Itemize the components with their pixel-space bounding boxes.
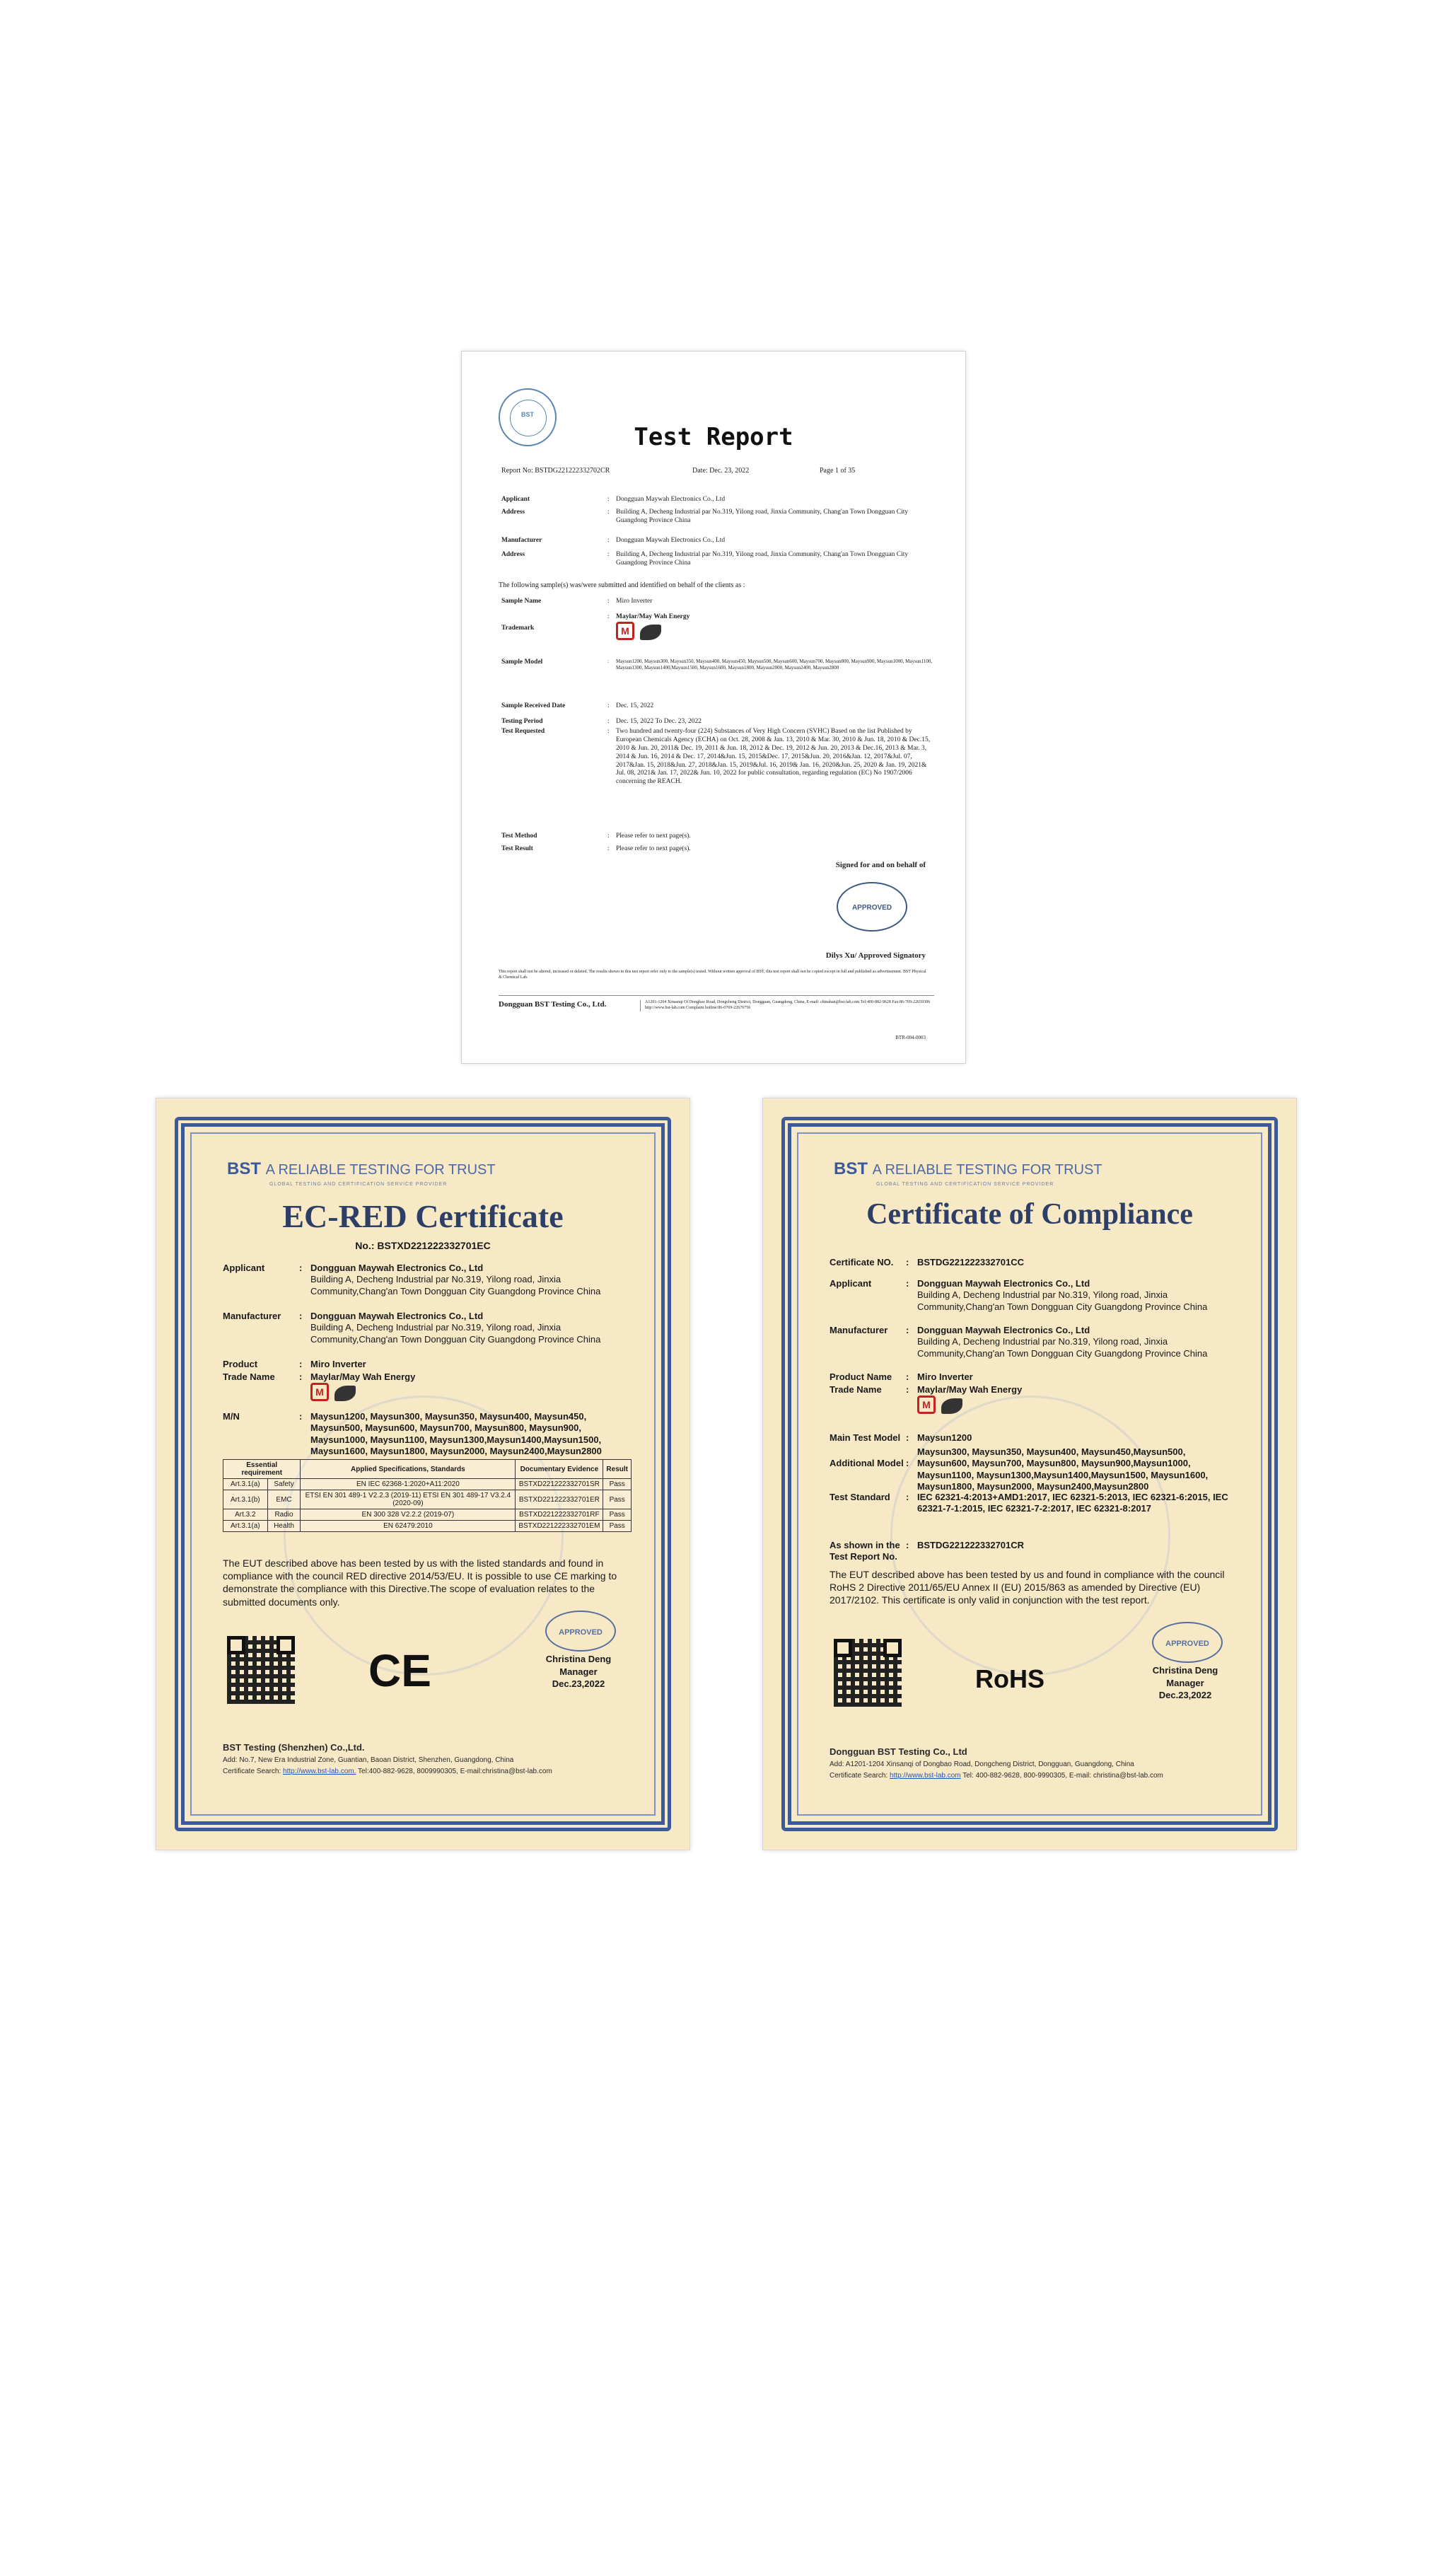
cert-trade-name: Trade Name : Maylar/May Wah Energy M — [830, 1384, 1240, 1414]
field-sample-name: Sample Name : Miro Inverter — [501, 598, 653, 605]
field-trademark: Trademark : Maylar/May Wah Energy M — [501, 613, 933, 640]
report-form-code: BTR-004-0003 — [895, 1035, 926, 1040]
report-footer-address: A1201-1204 Xinsanqi Of Dongbao Road, Dongcheng District, Dongguan, Guangdong, China, E-mail: chinaban@bst-lab.com Tel:400-882-9628 Fax:86-769-22659306 http://www.bst-lab.com Complaint hotline:86-0769-22676756 — [640, 1000, 934, 1011]
table-header-row: Essential requirement Applied Specifications, Standards Documentary Evidence Result — [223, 1460, 632, 1479]
approved-stamp: APPROVED — [1152, 1622, 1223, 1663]
cert-number: Certificate NO. : BSTDG221222332701CC — [830, 1257, 1025, 1267]
compliance-statement: The EUT described above has been tested by us with the listed standards and found in compliance with the council RED directive 2014/53/EU. It is possible to use CE marking to demonstrate the compliance with this Directive.The scope of evaluation relates to the submitted documents only. — [223, 1557, 617, 1608]
field-test-method: Test Method : Please refer to next page(s). — [501, 832, 691, 840]
report-number: Report No: BSTDG221222332702CR — [501, 467, 610, 475]
sample-note: The following sample(s) was/were submitted and identified on behalf of the clients as : — [499, 581, 745, 589]
bst-brand: BST A RELIABLE TESTING FOR TRUST — [227, 1159, 496, 1178]
cert-main-model: Main Test Model : Maysun1200 — [830, 1432, 972, 1443]
table-row: Art.3.1(b) EMC ETSI EN 301 489-1 V2.2.3 (2019-11) ETSI EN 301 489-17 V3.2.4 (2020-09) BSTXD221222332701ER Pass — [223, 1490, 632, 1509]
field-manufacturer-address: Address : Building A, Decheng Industrial par No.319, Yilong road, Jinxia Community, Chang'an Town Dongguan City Guangdong Province China — [501, 551, 909, 567]
maywah-leaf-logo-icon — [334, 1386, 356, 1401]
report-disclaimer: This report shall not be altered, increased or deleted. The results shown in this test report refer only to the sample(s) tested. Without written approval of BST, this test report shall not be copied except in full and published as advertisement. BST Physical & Chemical Lab. — [499, 970, 926, 980]
qr-code-icon — [227, 1636, 295, 1704]
qr-code-icon — [834, 1639, 902, 1707]
cert-product: Product Name : Miro Inverter — [830, 1371, 973, 1382]
report-page: Page 1 of 35 — [820, 467, 856, 475]
signature-block: APPROVED Christina Deng Manager Dec.23,2022 — [518, 1611, 639, 1690]
maywah-leaf-logo-icon — [640, 625, 661, 640]
report-company: Dongguan BST Testing Co., Ltd. — [499, 1000, 607, 1009]
cert-model-numbers: M/N : Maysun1200, Maysun300, Maysun350, Maysun400, Maysun450, Maysun500, Maysun600, Maysun700, Maysun800, Maysun900, Maysun1000, Maysun1100, Maysun1300,Maysun1400,Maysun1500, Maysun1600, Maysun1800, Maysun2000, Maysun2400,Maysun2800 — [223, 1411, 602, 1456]
bst-seal-logo: BST — [499, 388, 557, 446]
cert-test-standard: Test Standard : IEC 62321-4:2013+AMD1:2017, IEC 62321-5:2013, IEC 62321-6:2015, IEC 62321-7-1:2015, IEC 62321-7-2:2017, IEC 62321-8:2017 — [830, 1492, 1228, 1514]
cert-applicant: Applicant : Dongguan Maywah Electronics Co., Ltd Building A, Decheng Industrial par No.319, Yilong road, Jinxia Community,Chang'an Town Dongguan City Guangdong Province China — [830, 1278, 1208, 1312]
signature-area — [1125, 1622, 1245, 1664]
signature-block: APPROVED Christina Deng Manager Dec.23,2022 — [1125, 1622, 1245, 1702]
field-applicant-address: Address : Building A, Decheng Industrial par No.319, Yilong road, Jinxia Community, Chang'an Town Dongguan City Guangdong Province China — [501, 509, 909, 524]
certificate-title: EC-RED Certificate — [282, 1198, 564, 1234]
certificate-search-link[interactable]: http://www.bst-lab.com — [890, 1771, 961, 1780]
report-meta — [501, 467, 933, 476]
table-row: Art.3.1(a) Health EN 62479:2010 BSTXD221222332701EM Pass — [223, 1521, 632, 1532]
cert-manufacturer: Manufacturer : Dongguan Maywah Electronics Co., Ltd Building A, Decheng Industrial par No.319, Yilong road, Jinxia Community,Chang'an Town Dongguan City Guangdong Province China — [830, 1325, 1208, 1359]
table-row: Art.3.2 Radio EN 300 328 V2.2.2 (2019-07) BSTXD221222332701RF Pass — [223, 1509, 632, 1521]
report-title: Test Report — [634, 423, 793, 451]
field-test-result: Test Result : Please refer to next page(s). — [501, 845, 691, 852]
brand-subtitle: GLOBAL TESTING AND CERTIFICATION SERVICE PROVIDER — [269, 1182, 448, 1187]
signed-on-behalf: Signed for and on behalf of — [835, 861, 926, 869]
maylar-logo-icon: M — [616, 622, 634, 640]
ec-red-certificate — [156, 1098, 690, 1850]
bst-brand: BST A RELIABLE TESTING FOR TRUST — [834, 1159, 1102, 1178]
maywah-leaf-logo-icon — [941, 1398, 962, 1414]
test-report-page — [461, 351, 966, 1064]
brand-subtitle: GLOBAL TESTING AND CERTIFICATION SERVICE PROVIDER — [876, 1182, 1054, 1187]
maylar-logo-icon: M — [917, 1396, 936, 1414]
certificate-number: No.: BSTXD221222332701EC — [355, 1240, 491, 1251]
approved-signatory: Dilys Xu/ Approved Signatory — [825, 951, 926, 960]
cert-additional-model: Additional Model : Maysun300, Maysun350, Maysun400, Maysun450,Maysun500, Maysun600, Maysun700, Maysun800, Maysun900,Maysun1000, Maysun1100, Maysun1300,Maysun1400,Maysun1500, Maysun1600, Maysun1800, Maysun2000, Maysun2400,Maysun2800 — [830, 1446, 1209, 1492]
approved-stamp: APPROVED — [545, 1611, 616, 1652]
field-test-requested: Test Requested : Two hundred and twenty-four (224) Substances of Very High Concern (SVHC) Based on the list Published by European Chemicals Agency (ECHA) on Oct. 28, 2008 & Jan. 13, 2010 & Mar. 30, 2010 & Jun. 18, 2010 & Dec.15, 2010 & Jun. 20, 2011& Dec. 19, 2011 & Jun. 18, 2012 & Dec. 19, 2012 & Jun. 20, 2013 & Dec.16, 2013 & Mar. 3, 2014 & Jun. 16, 2014 & Dec. 17, 2014&Jun. 15, 2015&Dec. 17, 2015&Jun. 20, 2016&Jan. 12, 2017&Jul. 07, 2017&Jan. 15, 2018&Jun. 27, 2018&Jan. 15, 2019&Jul. 16, 2019& Jan. 16, 2020&Jun. 25, 2020 & Jan. 19, 2021& Jul. 08, 2021& Jan. 17, 2022& Jun. 10, 2022 for public consultation, regarding regulation (EC) No 1907/2006 concerning the REACH. — [501, 728, 931, 786]
rohs-certificate-of-compliance — [762, 1098, 1297, 1850]
certificate-title: Certificate of Compliance — [866, 1198, 1193, 1231]
signature-area — [518, 1611, 639, 1653]
maylar-logo-icon: M — [310, 1383, 329, 1401]
cert-product: Product : Miro Inverter — [223, 1359, 366, 1369]
field-applicant: Applicant : Dongguan Maywah Electronics Co., Ltd — [501, 496, 726, 503]
cert-manufacturer: Manufacturer : Dongguan Maywah Electronics Co., Ltd Building A, Decheng Industrial par No.319, Yilong road, Jinxia Community,Chang'an Town Dongguan City Guangdong Province China — [223, 1311, 601, 1345]
compliance-statement: The EUT described above has been tested by us and found in compliance with the council RoHS 2 Directive 2011/65/EU Annex II (EU) 2015/863 as amended by Directive (EU) 2017/2102. This certificate is only valid in conjunction with the test report. — [830, 1569, 1225, 1606]
field-sample-model: Sample Model : Maysun1200, Maysun300, Maysun350, Maysun400, Maysun450, Maysun500, Maysun600, Maysun700, Maysun800, Maysun900, Maysun1000, Maysun1100, Maysun1300, Maysun1400,Maysun1500, Maysun1600, Maysun1800, Maysun2000, Maysun2400, Maysun2800 — [501, 658, 933, 671]
ce-mark: CE — [368, 1645, 431, 1696]
field-manufacturer: Manufacturer : Dongguan Maywah Electronics Co., Ltd — [501, 537, 726, 544]
report-footer — [499, 995, 934, 1011]
certificate-search-link[interactable]: http://www.bst-lab.com. — [283, 1767, 356, 1775]
cert-applicant: Applicant : Dongguan Maywah Electronics Co., Ltd Building A, Decheng Industrial par No.319, Yilong road, Jinxia Community,Chang'an Town Dongguan City Guangdong Province China — [223, 1263, 601, 1296]
issuer-info: BST Testing (Shenzhen) Co.,Ltd. Add: No.7, New Era Industrial Zone, Guantian, Baoan District, Shenzhen, Guangdong, China Certificate Search: http://www.bst-lab.com. Tel:400-882-9628, 8009990305, E-mail:christina@bst-lab.com — [223, 1742, 552, 1775]
issuer-info: Dongguan BST Testing Co., Ltd Add: A1201-1204 Xinsanqi of Dongbao Road, Dongcheng District, Dongguan, Guangdong, China Certificate Search: http://www.bst-lab.com Tel: 400-882-9628, 800-9990305, E-mail: christina@bst-lab.com — [830, 1746, 1163, 1780]
cert-report-number: As shown in the Test Report No. : BSTDG221222332701CR — [830, 1540, 1025, 1562]
approved-stamp: APPROVED — [837, 882, 907, 932]
report-date: Date: Dec. 23, 2022 — [692, 467, 750, 475]
field-received-date: Sample Received Date : Dec. 15, 2022 — [501, 702, 654, 709]
table-row: Art.3.1(a) Safety EN IEC 62368-1:2020+A11:2020 BSTXD221222332701SR Pass — [223, 1479, 632, 1490]
rohs-mark: RoHS — [975, 1664, 1044, 1693]
requirements-table — [223, 1459, 632, 1532]
cert-trade-name: Trade Name : Maylar/May Wah Energy M — [223, 1371, 633, 1401]
field-testing-period: Testing Period : Dec. 15, 2022 To Dec. 23, 2022 — [501, 718, 702, 725]
